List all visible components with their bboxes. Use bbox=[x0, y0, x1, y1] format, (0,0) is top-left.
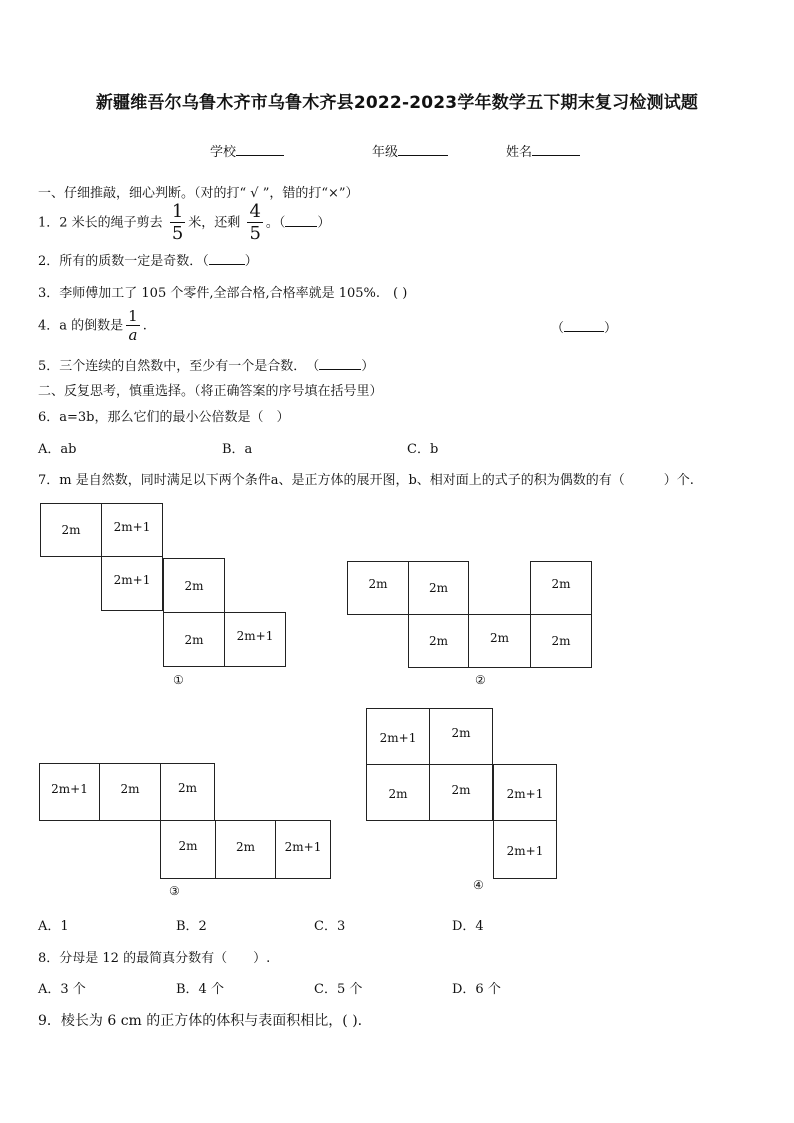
question-7: 7．m 是自然数，同时满足以下两个条件a、是正方体的展开图，b、相对面上的式子的积为偶数的有（ ）个. bbox=[38, 473, 694, 488]
option-c[interactable]: C．5 个 bbox=[314, 982, 363, 997]
net-label-2: ② bbox=[475, 673, 486, 687]
net-face: 2m+1 bbox=[275, 820, 331, 879]
net-face: 2m bbox=[530, 561, 592, 615]
name-field[interactable] bbox=[506, 141, 580, 160]
page-title: 新疆维吾尔乌鲁木齐市乌鲁木齐县2022-2023学年数学五下期末复习检测试题 bbox=[95, 93, 699, 113]
question-2: 2．所有的质数一定是奇数．（ ） bbox=[38, 250, 258, 269]
section1-heading: 一、仔细推敲，细心判断。（对的打“ √ ”，错的打“×”） bbox=[38, 186, 359, 201]
net-face: 2m+1 bbox=[366, 708, 430, 765]
net-face: 2m bbox=[408, 561, 469, 615]
school-blank[interactable] bbox=[236, 141, 284, 156]
question-9: 9．棱长为 6 cm 的正方体的体积与表面积相比，( ). bbox=[38, 1013, 363, 1029]
answer-blank[interactable] bbox=[564, 317, 604, 332]
net-face: 2m bbox=[347, 561, 409, 615]
net-face: 2m bbox=[163, 612, 225, 667]
school-field[interactable] bbox=[210, 141, 284, 160]
net-face: 2m bbox=[160, 820, 216, 879]
net-face: 2m bbox=[163, 558, 225, 613]
net-face: 2m+1 bbox=[224, 612, 286, 667]
question-8: 8．分母是 12 的最简真分数有（ ）. bbox=[38, 951, 271, 966]
name-blank[interactable] bbox=[532, 141, 580, 156]
answer-blank[interactable] bbox=[209, 250, 245, 265]
grade-field[interactable] bbox=[372, 141, 448, 160]
net-face: 2m bbox=[40, 503, 102, 557]
net-face: 2m bbox=[408, 614, 469, 668]
net-face: 2m+1 bbox=[493, 820, 557, 879]
net-face: 2m bbox=[366, 764, 430, 821]
net-face: 2m bbox=[429, 764, 493, 821]
school-label: 学校 bbox=[210, 145, 237, 160]
net-face: 2m bbox=[160, 763, 215, 821]
answer-blank[interactable] bbox=[285, 212, 317, 227]
question-4-answer[interactable]: （ ） bbox=[551, 317, 617, 336]
question-5: 5．三个连续的自然数中，至少有一个是合数． （ ） bbox=[38, 355, 374, 374]
net-label-3: ③ bbox=[169, 884, 180, 898]
answer-blank[interactable] bbox=[319, 355, 361, 370]
section2-heading: 二、反复思考，慎重选择。（将正确答案的序号填在括号里） bbox=[38, 384, 383, 399]
grade-blank[interactable] bbox=[398, 141, 448, 156]
question-4: 4．a 的倒数是 $\frac{1}{a}$ . bbox=[38, 307, 147, 344]
option-d[interactable]: D．6 个 bbox=[452, 982, 501, 997]
net-face: 2m bbox=[468, 614, 531, 668]
net-face: 2m+1 bbox=[101, 556, 163, 611]
net-face: 2m bbox=[99, 763, 161, 821]
grade-label: 年级 bbox=[372, 145, 399, 160]
net-face: 2m+1 bbox=[39, 763, 100, 821]
option-d[interactable]: D．4 bbox=[452, 919, 484, 934]
option-a[interactable]: A．3 个 bbox=[38, 982, 86, 997]
net-label-4: ④ bbox=[473, 878, 484, 892]
option-b[interactable]: B．a bbox=[222, 442, 253, 457]
option-c[interactable]: C．3 bbox=[314, 919, 346, 934]
net-face: 2m bbox=[215, 820, 276, 879]
fraction-one-fifth: $\frac{1}{5}$ bbox=[171, 201, 184, 244]
option-a[interactable]: A．ab bbox=[38, 442, 77, 457]
net-face: 2m+1 bbox=[493, 764, 557, 821]
net-face: 2m bbox=[429, 708, 493, 765]
net-label-1: ① bbox=[173, 673, 184, 687]
fraction-four-fifths: $\frac{4}{5}$ bbox=[249, 201, 261, 244]
question-1: 1．2 米长的绳子剪去 $\frac{1}{5}$ 米，还剩 $\frac{4}{5}$ 。（ ） bbox=[38, 201, 331, 244]
question-3: 3．李师傅加工了 105 个零件,全部合格,合格率就是 105%. ( ) bbox=[38, 286, 408, 301]
question-6: 6．a=3b，那么它们的最小公倍数是（ ） bbox=[38, 410, 290, 425]
net-face: 2m+1 bbox=[101, 503, 163, 557]
net-face: 2m bbox=[530, 614, 592, 668]
fraction-one-over-a: $\frac{1}{a}$ bbox=[128, 307, 138, 344]
option-a[interactable]: A．1 bbox=[38, 919, 69, 934]
name-label: 姓名 bbox=[506, 145, 533, 160]
option-c[interactable]: C．b bbox=[407, 442, 439, 457]
option-b[interactable]: B．2 bbox=[176, 919, 207, 934]
option-b[interactable]: B．4 个 bbox=[176, 982, 224, 997]
